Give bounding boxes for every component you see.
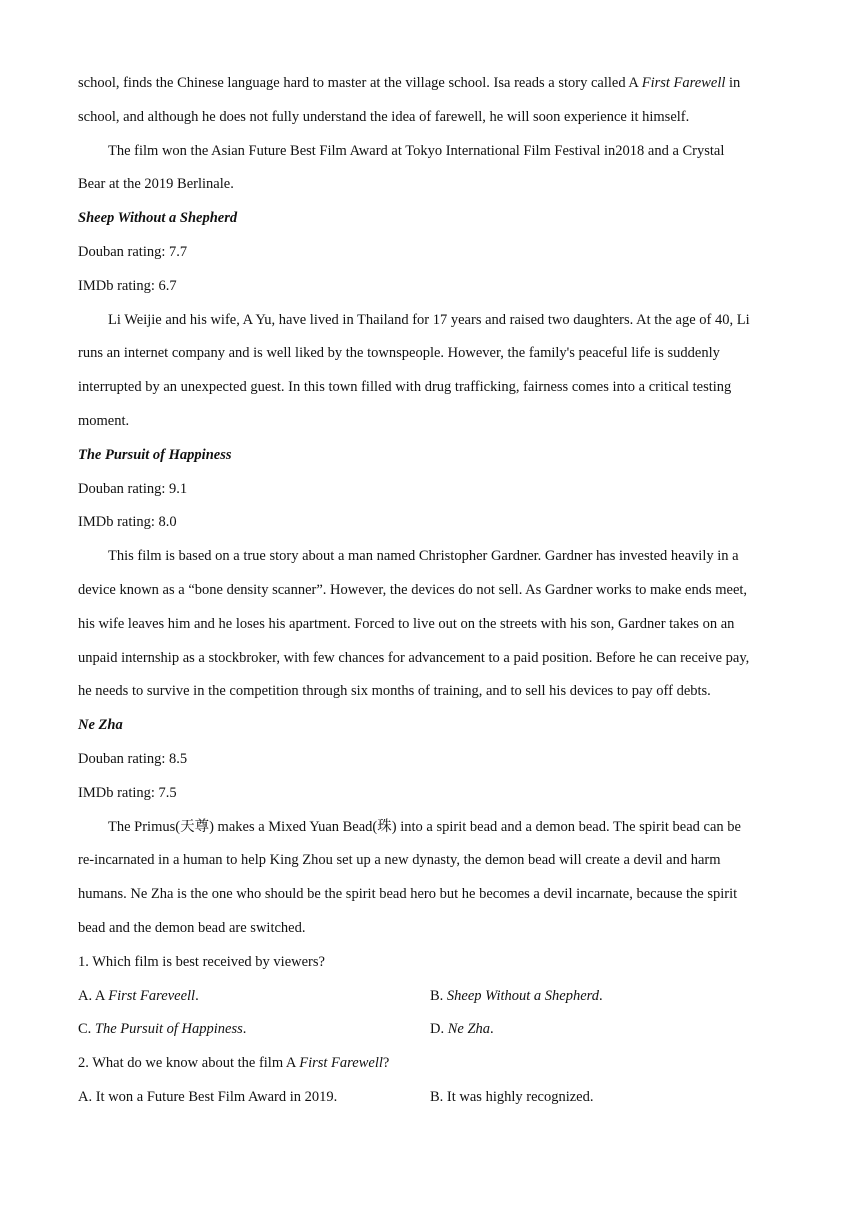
award-line-1: The film won the Asian Future Best Film Award at Tokyo International Film Festival in2018 and a Crystal	[108, 142, 725, 159]
option-letter: A. A	[78, 987, 109, 1004]
film-heading-sheep: Sheep Without a Shepherd	[78, 210, 238, 227]
film-heading-pursuit: The Pursuit of Happiness	[78, 446, 232, 463]
text: 2. What do we know about the film A	[78, 1055, 300, 1072]
film-title-inline: First Farewell	[299, 1055, 383, 1072]
option-a: A. It won a Future Best Film Award in 2019.	[78, 1088, 338, 1105]
synopsis-line: This film is based on a true story about a man named Christopher Gardner. Gardner has invested heavily in a	[108, 548, 739, 565]
option-d	[430, 1013, 494, 1047]
film-heading-nezha: Ne Zha	[78, 717, 123, 734]
text: ?	[382, 1055, 390, 1072]
synopsis-line: runs an internet company and is well liked by the townspeople. However, the family's peaceful life is suddenly	[78, 345, 720, 362]
option-period: .	[490, 1021, 494, 1038]
douban-rating: Douban rating: 7.7	[78, 243, 188, 260]
option-letter: B.	[430, 987, 447, 1004]
option-title: The Pursuit of Happiness	[94, 1021, 243, 1038]
text: in	[725, 75, 741, 91]
option-period: .	[599, 987, 603, 1004]
question-2-options-row-1	[78, 1081, 783, 1115]
imdb-rating: IMDb rating: 7.5	[78, 784, 177, 801]
intro-line-1	[78, 67, 783, 101]
option-letter: C.	[78, 1021, 95, 1038]
award-line-2: Bear at the 2019 Berlinale.	[78, 176, 234, 193]
document-body	[78, 67, 783, 1115]
synopsis-line: interrupted by an unexpected guest. In this town filled with drug trafficking, fairness comes into a critical testing	[78, 379, 732, 396]
option-title: First Fareveell	[108, 987, 196, 1004]
synopsis-line: his wife leaves him and he loses his apartment. Forced to live out on the streets with his son, Gardner takes on an	[78, 615, 735, 632]
synopsis-line: The Primus(天尊) makes a Mixed Yuan Bead(珠) into a spirit bead and a demon bead. The spirit bead can be	[108, 818, 741, 835]
option-period: .	[242, 1021, 247, 1038]
option-c	[78, 1013, 430, 1047]
option-a	[78, 980, 430, 1014]
question-1-options-row-1	[78, 980, 783, 1014]
douban-rating: Douban rating: 8.5	[78, 750, 188, 767]
option-title: Sheep Without a Shepherd	[446, 987, 600, 1004]
option-title: Ne Zha	[447, 1021, 491, 1038]
option-b	[430, 980, 603, 1014]
film-title-inline: First Farewell	[641, 75, 726, 91]
option-letter: D.	[430, 1021, 448, 1038]
synopsis-line: device known as a “bone density scanner”. However, the devices do not sell. As Gardner works to make ends meet,	[78, 581, 748, 598]
synopsis-line: Li Weijie and his wife, A Yu, have lived in Thailand for 17 years and raised two daughters. At the age of 40, Li	[108, 311, 750, 328]
option-period: .	[195, 987, 199, 1004]
douban-rating: Douban rating: 9.1	[78, 480, 188, 497]
question-2	[78, 1047, 783, 1081]
question-1: 1. Which film is best received by viewers?	[78, 953, 325, 970]
synopsis-line: moment.	[78, 412, 130, 429]
intro-line-2: school, and although he does not fully understand the idea of farewell, he will soon experience it himself.	[78, 108, 690, 125]
imdb-rating: IMDb rating: 8.0	[78, 514, 177, 531]
synopsis-line: re-incarnated in a human to help King Zhou set up a new dynasty, the demon bead will create a devil and harm	[78, 852, 721, 869]
text: school, finds the Chinese language hard to master at the village school. Isa reads a story called A	[78, 75, 642, 91]
synopsis-line: bead and the demon bead are switched.	[78, 919, 306, 936]
question-1-options-row-2	[78, 1013, 783, 1047]
synopsis-line: he needs to survive in the competition through six months of training, and to sell his devices to pay off debts.	[78, 683, 711, 700]
imdb-rating: IMDb rating: 6.7	[78, 277, 177, 294]
synopsis-line: unpaid internship as a stockbroker, with few chances for advancement to a paid position. Before he can receive pay,	[78, 649, 750, 666]
synopsis-line: humans. Ne Zha is the one who should be the spirit bead hero but he becomes a devil incarnate, because the spirit	[78, 886, 738, 903]
option-b: B. It was highly recognized.	[430, 1088, 594, 1105]
